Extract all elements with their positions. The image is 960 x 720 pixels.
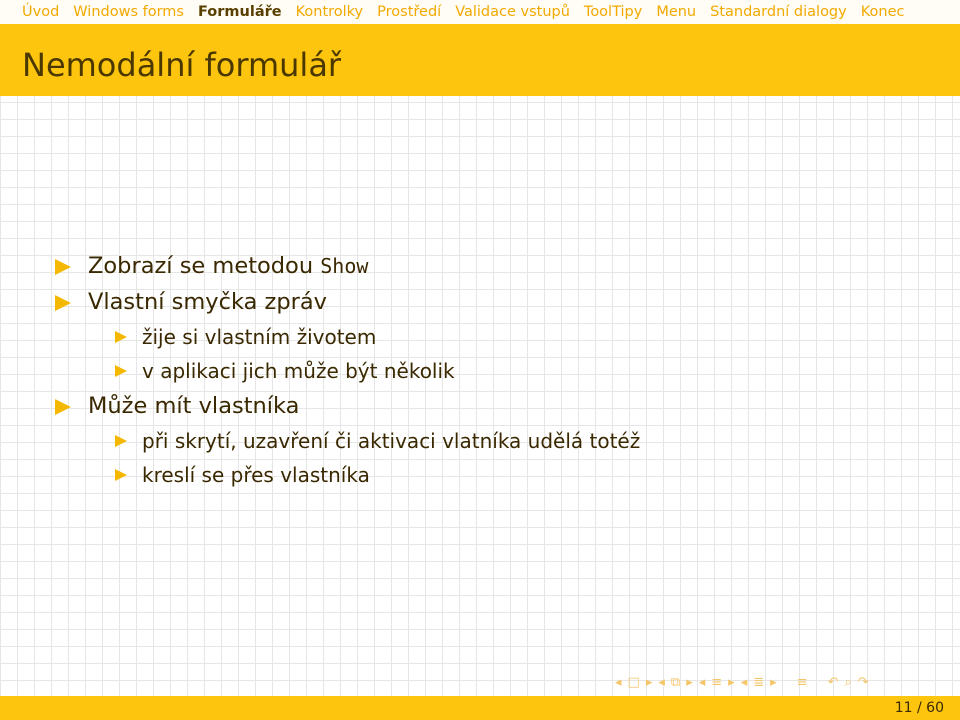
part-next-icon[interactable]: ▸: [770, 674, 777, 690]
section-navbar: [0, 0, 960, 24]
sub-bullet-triangle-icon: [115, 331, 127, 343]
sub-bullet-own-life: [115, 320, 935, 354]
sub-bullet-text: v aplikaci jich může být několik: [142, 359, 455, 383]
nav-item-prostredi[interactable]: Prostředí: [377, 4, 442, 20]
bullet-list: [55, 248, 935, 492]
section-icon[interactable]: ≡: [711, 674, 723, 690]
frame-prev-icon[interactable]: ◂: [615, 674, 622, 690]
frame-next-icon[interactable]: ▸: [645, 674, 653, 690]
part-icon[interactable]: ≣: [753, 674, 765, 690]
nav-item-tooltipy[interactable]: ToolTipy: [583, 4, 643, 20]
bullet-triangle-icon: [55, 399, 71, 415]
nav-item-kontrolky[interactable]: Kontrolky: [295, 4, 364, 20]
back-icon[interactable]: ↶: [827, 674, 839, 690]
forward-icon[interactable]: ↷: [857, 674, 869, 690]
bullet-triangle-icon: [55, 259, 71, 275]
bullet-text: Může mít vlastníka: [88, 393, 300, 419]
frame-title-bar: [0, 24, 960, 96]
nav-item-formulare[interactable]: Formuláře: [197, 4, 282, 20]
section-prev-icon[interactable]: ◂: [698, 674, 706, 690]
nav-item-windows-forms[interactable]: Windows forms: [73, 4, 184, 20]
bullet-text: Vlastní smyčka zpráv: [88, 289, 327, 315]
sub-bullet-list: [85, 424, 935, 492]
sub-bullet-multiple: [115, 354, 935, 388]
search-icon[interactable]: ⌕: [844, 674, 852, 690]
bullet-owner: [55, 388, 935, 492]
bullet-message-loop: [55, 284, 935, 388]
nav-item-standardni-dialogy[interactable]: Standardní dialogy: [710, 4, 847, 20]
sub-bullet-triangle-icon: [115, 469, 127, 481]
bullet-text: Zobrazí se metodou: [88, 253, 321, 279]
code-show: Show: [320, 254, 369, 278]
frame-title: Nemodální formulář: [22, 46, 342, 84]
beamer-navigation-symbols: [615, 672, 869, 692]
slide-content: [55, 248, 935, 492]
sub-bullet-draws-over: [115, 458, 935, 492]
frame-icon[interactable]: □: [627, 674, 640, 690]
footer-bar: [0, 696, 960, 720]
sub-bullet-text: žije si vlastním životem: [142, 325, 377, 349]
nav-item-menu[interactable]: Menu: [656, 4, 697, 20]
page-number: 11 / 60: [894, 700, 944, 716]
nav-item-uvod[interactable]: Úvod: [22, 4, 60, 20]
bullet-show-method: [55, 248, 935, 284]
sub-bullet-triangle-icon: [115, 435, 127, 447]
part-prev-icon[interactable]: ◂: [740, 674, 748, 690]
subsection-icon[interactable]: ⧉: [670, 674, 681, 690]
nav-item-validace-vstupu[interactable]: Validace vstupů: [455, 4, 570, 20]
nav-item-konec[interactable]: Konec: [860, 4, 905, 20]
subsection-prev-icon[interactable]: ◂: [658, 674, 665, 690]
sub-bullet-text: kreslí se přes vlastníka: [142, 463, 370, 487]
subsection-next-icon[interactable]: ▸: [686, 674, 693, 690]
sub-bullet-triangle-icon: [115, 365, 127, 377]
document-icon[interactable]: ≡: [796, 674, 808, 690]
bullet-triangle-icon: [55, 295, 71, 311]
sub-bullet-list: [85, 320, 935, 388]
section-next-icon[interactable]: ▸: [728, 674, 735, 690]
sub-bullet-text: při skrytí, uzavření či aktivaci vlatníka udělá totéž: [142, 429, 641, 453]
sub-bullet-owner-actions: [115, 424, 935, 458]
